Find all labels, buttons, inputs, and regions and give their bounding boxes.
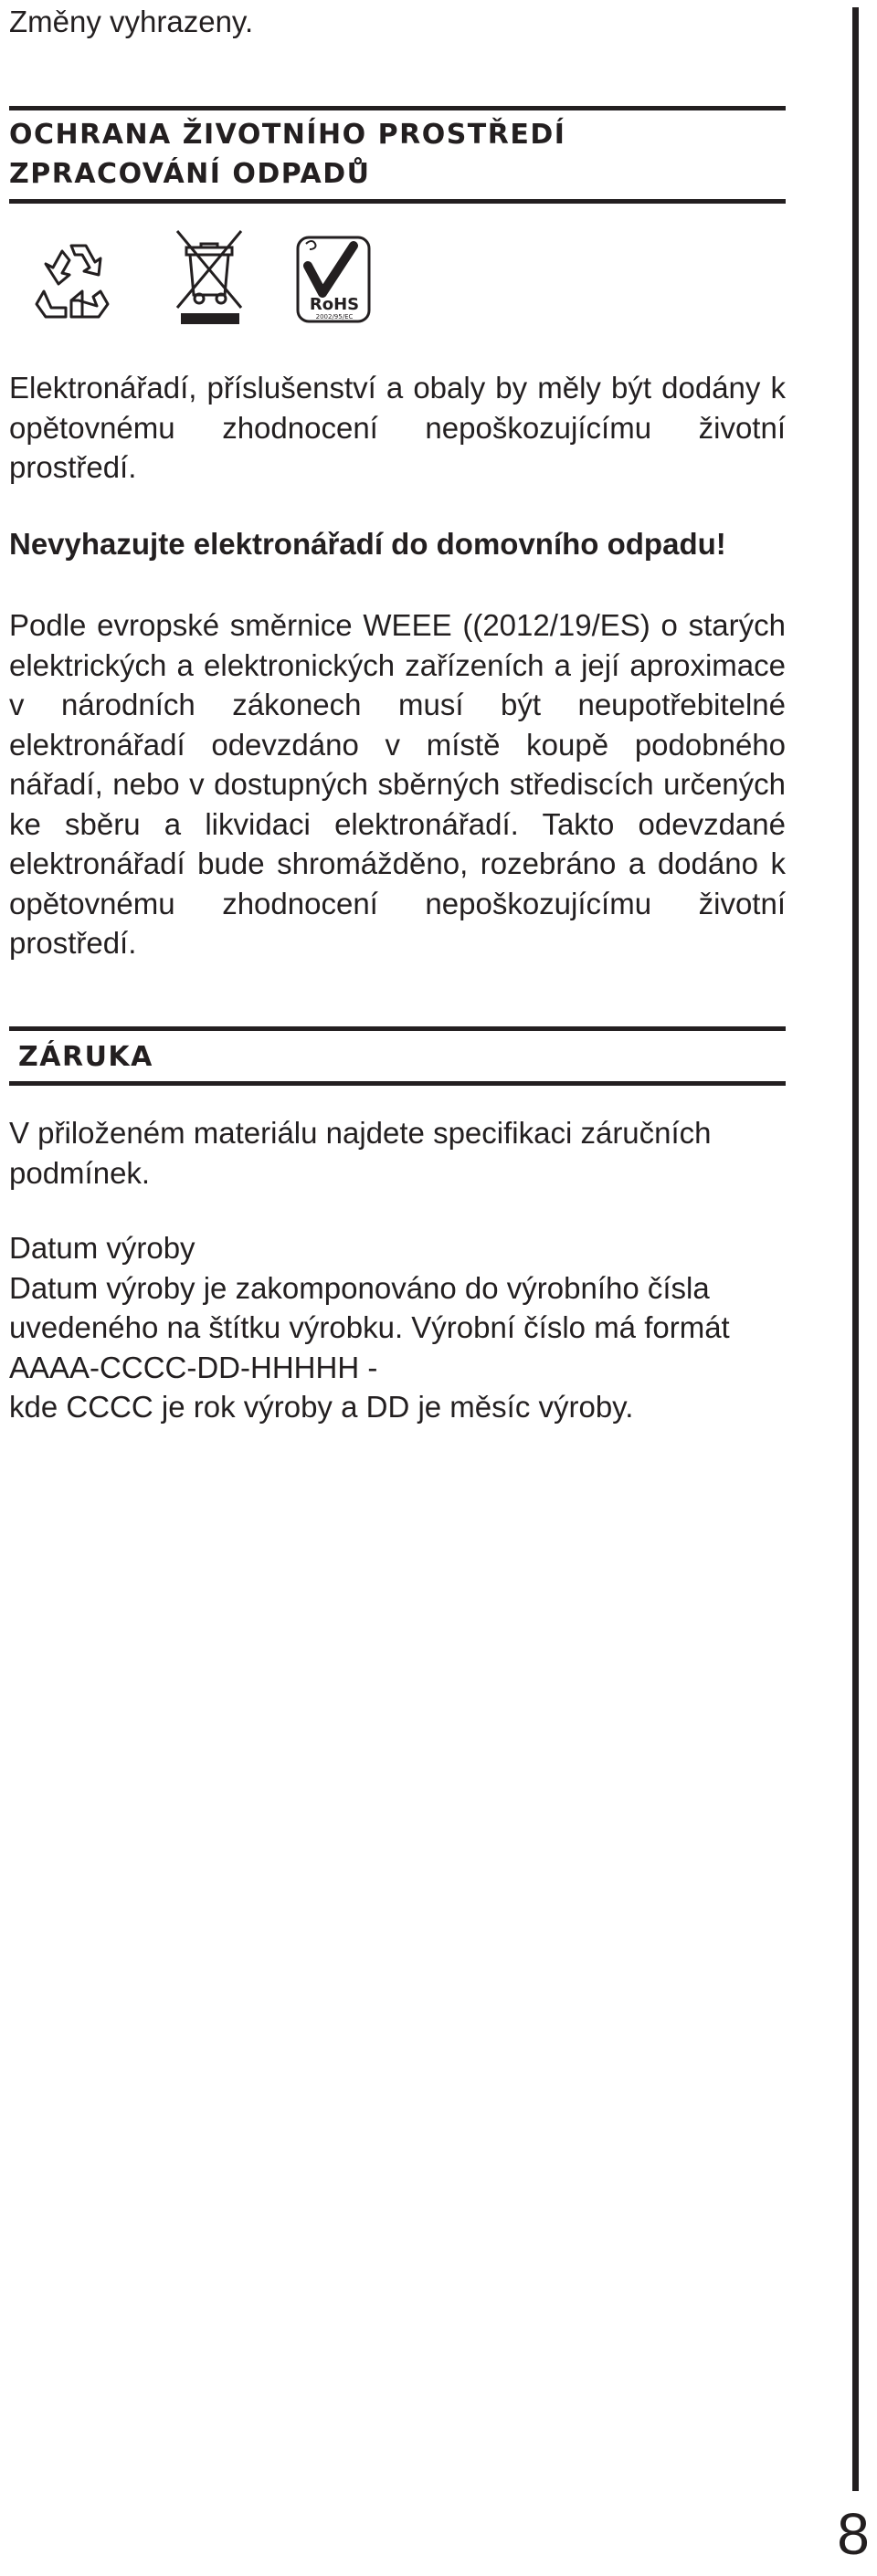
warning-text: Nevyhazujte elektronářadí do domovního odpadu! [9,527,726,561]
right-margin-rule [852,7,859,2491]
rohs-label: RoHS [309,295,360,314]
environment-heading-line2: ZPRACOVÁNÍ ODPADŮ [9,158,371,190]
crossed-out-wheelie-bin-icon [174,227,247,328]
environment-section-heading [9,106,786,204]
heading-rule-bottom [9,199,786,204]
weee-directive [9,605,786,963]
household-waste-warning [9,524,786,564]
warranty-text: V přiloženém materiálu najdete specifikaci záručních podmínek. [9,1116,712,1190]
disposal-icons [35,233,382,333]
warranty-section-heading [9,1026,786,1086]
page-number: 8 [837,2501,870,2567]
rohs-compliance-icon [295,235,374,326]
heading-rule-top [9,106,786,110]
production-date-line2: uvedeného na štítku výrobku. Výrobní číslo má formát [9,1310,730,1344]
environment-heading-line1: OCHRANA ŽIVOTNÍHO PROSTŘEDÍ [9,119,566,151]
top-note: Změny vyhrazeny. [9,5,254,38]
recycling-intro [9,368,786,488]
production-date-info [9,1228,786,1427]
production-date-title: Datum výroby [9,1231,195,1265]
recycling-intro-text: Elektronářadí, příslušenství a obaly by měly být dodány k opětovnému zhodnocení nepoškozujícímu životní prostředí. [9,371,786,484]
warranty-heading: ZÁRUKA [18,1041,153,1073]
warranty-rule-bottom [9,1081,786,1086]
production-date-line3: AAAA-CCCC-DD-HHHHH - [9,1350,378,1384]
production-date-line4: kde CCCC je rok výroby a DD je měsíc výroby. [9,1390,634,1424]
rohs-sublabel: 2002/95/EC [315,313,354,321]
warranty-rule-top [9,1026,786,1031]
weee-directive-text: Podle evropské směrnice WEEE ((2012/19/ES) o starých elektrických a elektronických zařízeních a její aproximace v národních zákonech musí být neupotřebitelné elektronářadí odevzdáno v místě koupě podobného nářadí, nebo v dostupných sběrných střediscích určených ke sběru a likvidaci elektronářadí. Takto odevzdané elektronářadí bude shromážděno, rozebráno a dodáno k opětovnému zhodnocení nepoškozujícímu životní prostředí. [9,608,786,960]
recycling-icon [35,240,119,321]
warranty-info [9,1113,786,1193]
production-date-line1: Datum výroby je zakomponováno do výrobního čísla [9,1270,710,1305]
